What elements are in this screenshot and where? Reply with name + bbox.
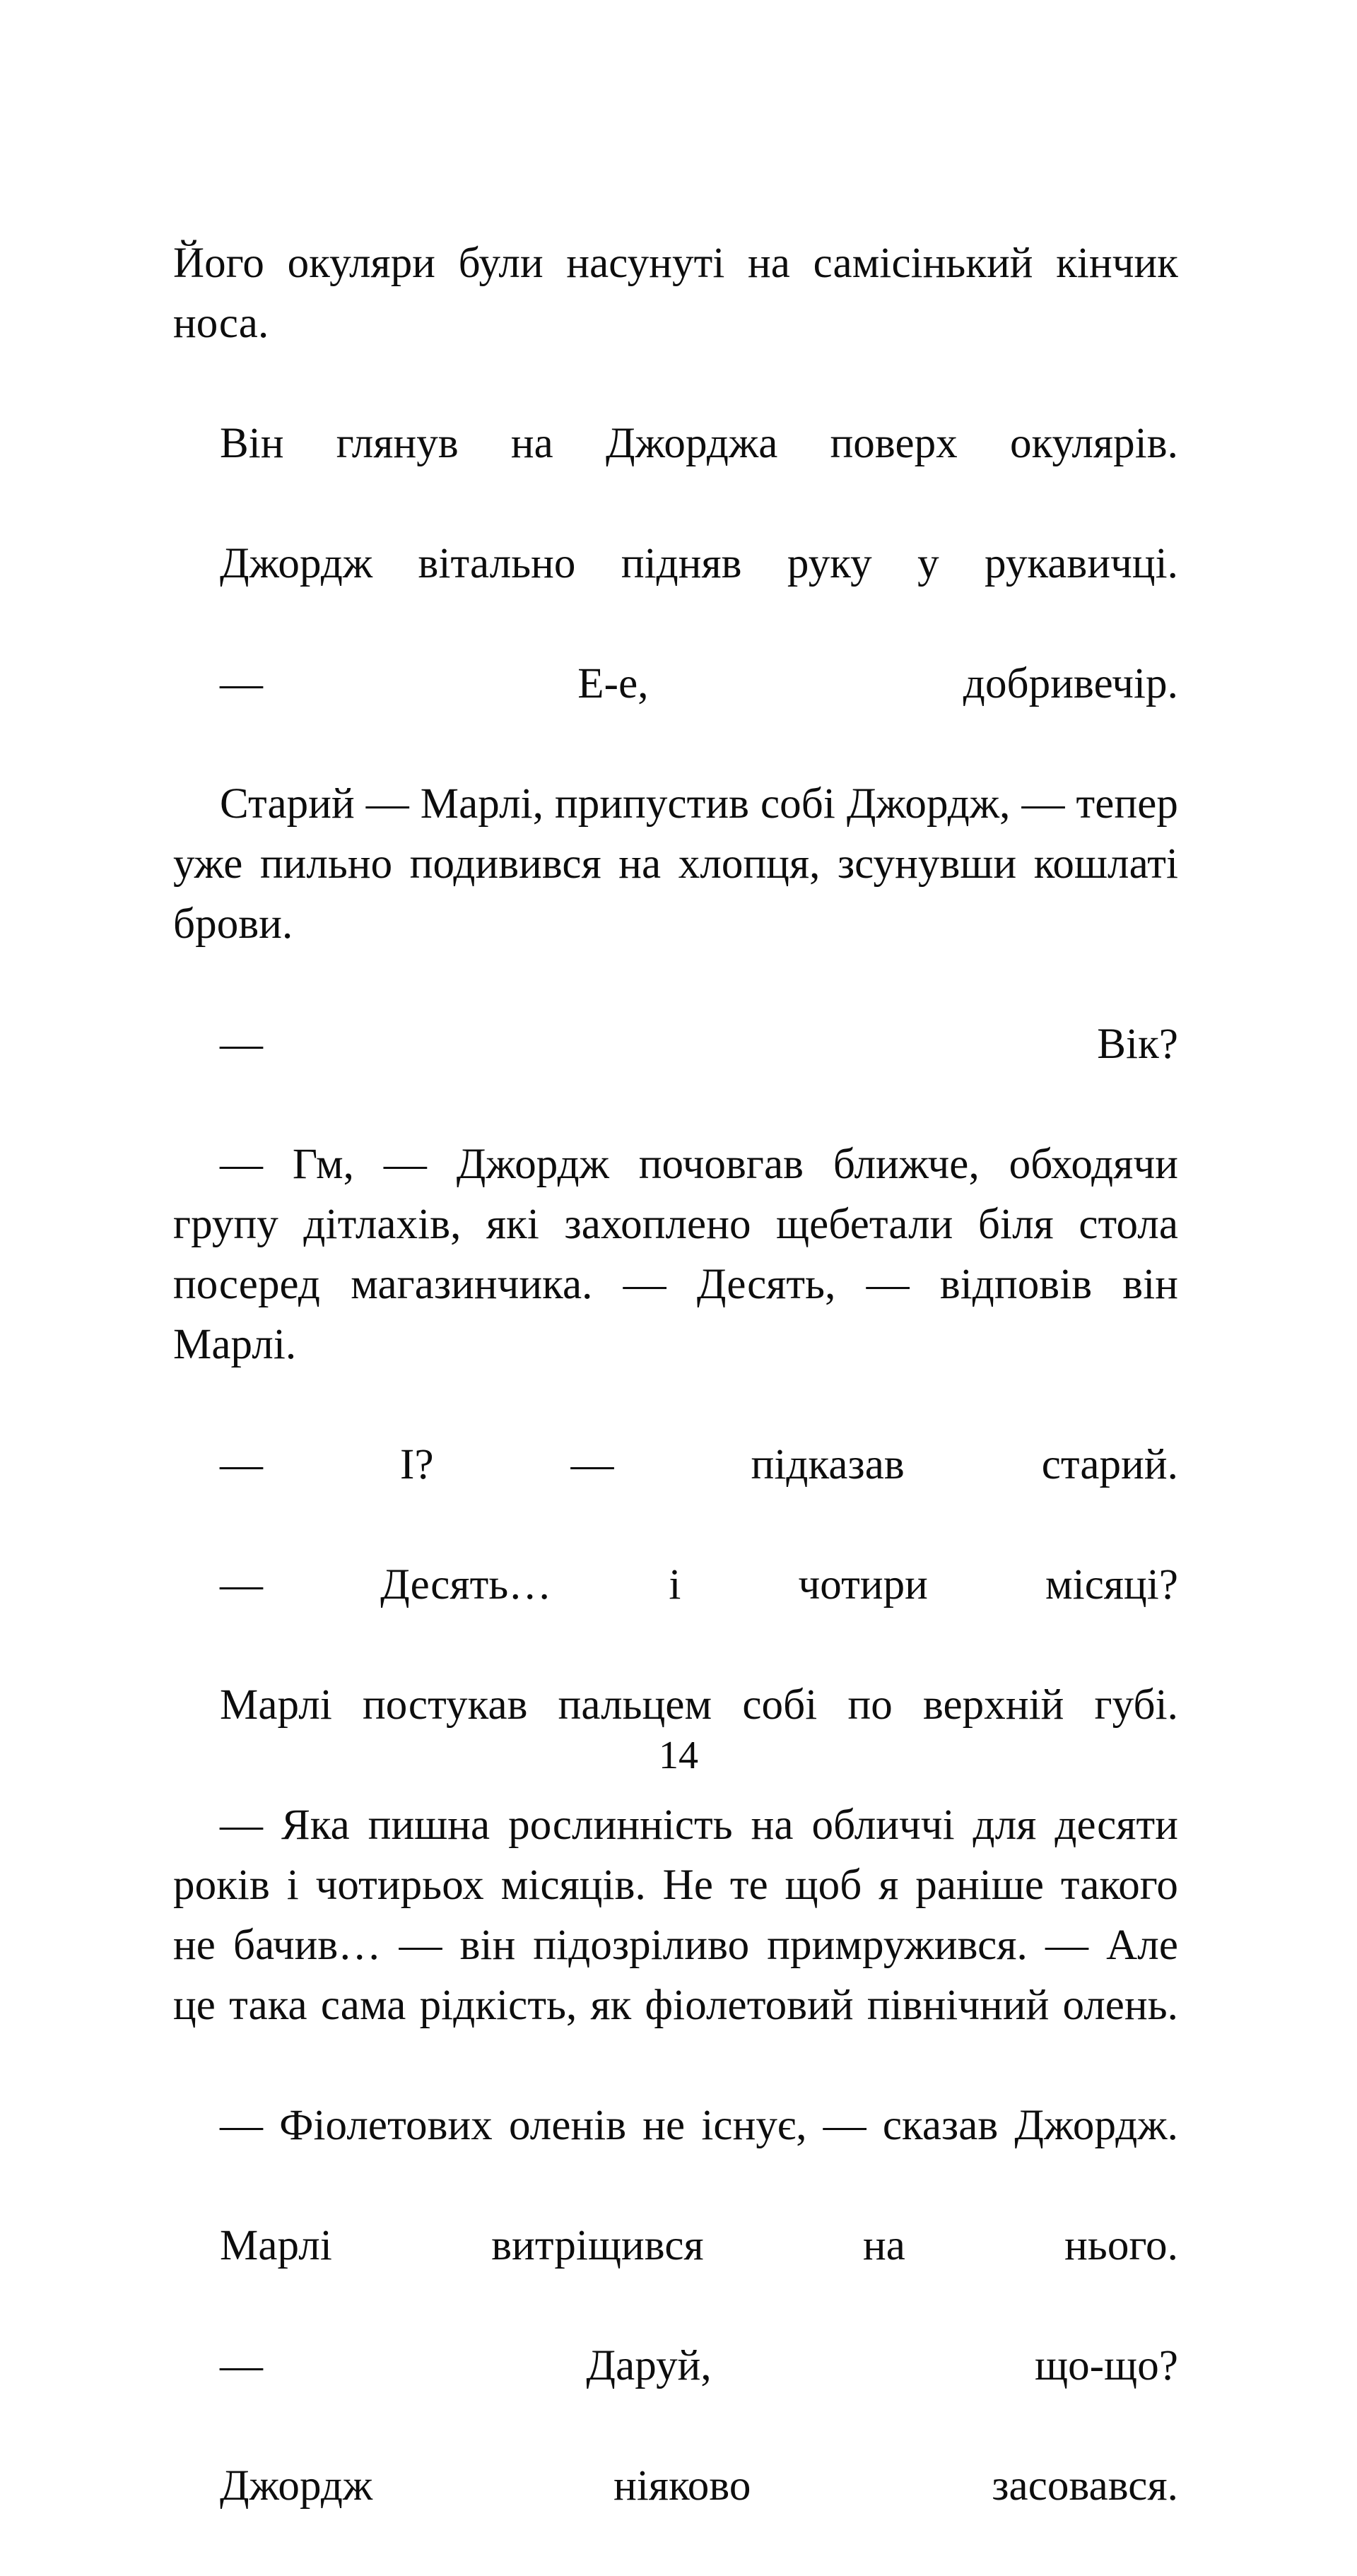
body-paragraph: — І? — підказав старий. xyxy=(220,1441,1178,1488)
body-paragraph: Марлі постукав пальцем собі по верхній губі. xyxy=(220,1681,1178,1729)
body-paragraph: — Яка пишна рослинність на обличчі для десяти років і чотирьох місяців. Не те щоб я раніше такого не бачив… — він підозріливо примружився. — Але це така сама рідкість, як фіолетовий північний олень. xyxy=(173,1801,1178,2029)
body-paragraph: — Десять… і чотири місяці? xyxy=(220,1561,1178,1608)
page-number: 14 xyxy=(659,1734,698,1777)
body-paragraph: Джордж ніяково засовався. xyxy=(220,2462,1178,2510)
body-paragraph: Марлі витріщився на нього. xyxy=(220,2222,1178,2269)
body-paragraph: — Вік? xyxy=(220,1021,1178,1068)
body-paragraph: — Гм, — Джордж почовгав ближче, обходячи групу дітлахів, які захоплено щебетали біля стола посеред магазинчика. — Десять, — відповів він Марлі. xyxy=(173,1141,1178,1368)
body-paragraph: — Е-е, добривечір. xyxy=(220,660,1178,707)
body-paragraph: Джордж вітально підняв руку у рукавичці. xyxy=(220,540,1178,587)
body-paragraph: Його окуляри були насунуті на самісінький кінчик носа. xyxy=(173,240,1178,347)
body-paragraph: — Даруй, що-що? xyxy=(220,2342,1178,2389)
body-paragraph: — Фіолетових оленів не існує, — сказав Джордж. xyxy=(220,2102,1178,2149)
body-paragraph: Старий — Марлі, припустив собі Джордж, — тепер уже пильно подивився на хлопця, зсунувши кошлаті брови. xyxy=(173,780,1178,948)
body-paragraph: Він глянув на Джорджа поверх окулярів. xyxy=(220,420,1178,467)
page-text-column xyxy=(173,233,1178,2576)
